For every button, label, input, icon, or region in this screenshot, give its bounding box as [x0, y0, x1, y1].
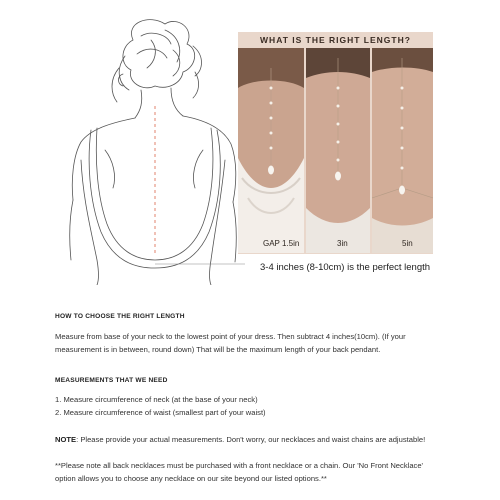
photo-panel-title: WHAT IS THE RIGHT LENGTH?	[260, 35, 411, 45]
perfect-length-callout: 3-4 inches (8-10cm) is the perfect length	[260, 262, 431, 273]
note-label: NOTE	[55, 435, 77, 444]
gap-label-3: 5in	[402, 239, 413, 248]
how-to-line-1: Measure from base of your neck to the lowest point of your dress. Then subtract 4 inches(10cm). (If your	[55, 332, 406, 341]
footnote-line-1: **Please note all back necklaces must be purchased with a front necklace or a chain. Our 'No Front Necklace'	[55, 461, 424, 470]
measurement-item-1: 1. Measure circumference of neck (at the base of your neck)	[55, 395, 258, 404]
footnote-line-2: option allows you to choose any necklace on our site beyond our listed options.**	[55, 474, 327, 483]
note-text: : Please provide your actual measurements. Don't worry, our necklaces and waist chains are adjustable!	[76, 435, 426, 444]
gap-label-1: GAP 1.5in	[263, 239, 300, 248]
measurements-heading: MEASUREMENTS THAT WE NEED	[55, 377, 168, 384]
photo-gap-3in	[306, 48, 370, 253]
how-to-heading: HOW TO CHOOSE THE RIGHT LENGTH	[55, 313, 185, 320]
photo-gap-5in	[372, 48, 433, 253]
photo-gap-1-5in	[238, 48, 304, 253]
note-line	[55, 433, 425, 446]
how-to-line-2: measurement is in between, round down) That will be the maximum length of your back pendant.	[55, 345, 381, 354]
back-measurement-illustration	[55, 10, 245, 285]
gap-label-2: 3in	[337, 239, 348, 248]
measurement-item-2: 2. Measure circumference of waist (smallest part of your waist)	[55, 408, 266, 417]
